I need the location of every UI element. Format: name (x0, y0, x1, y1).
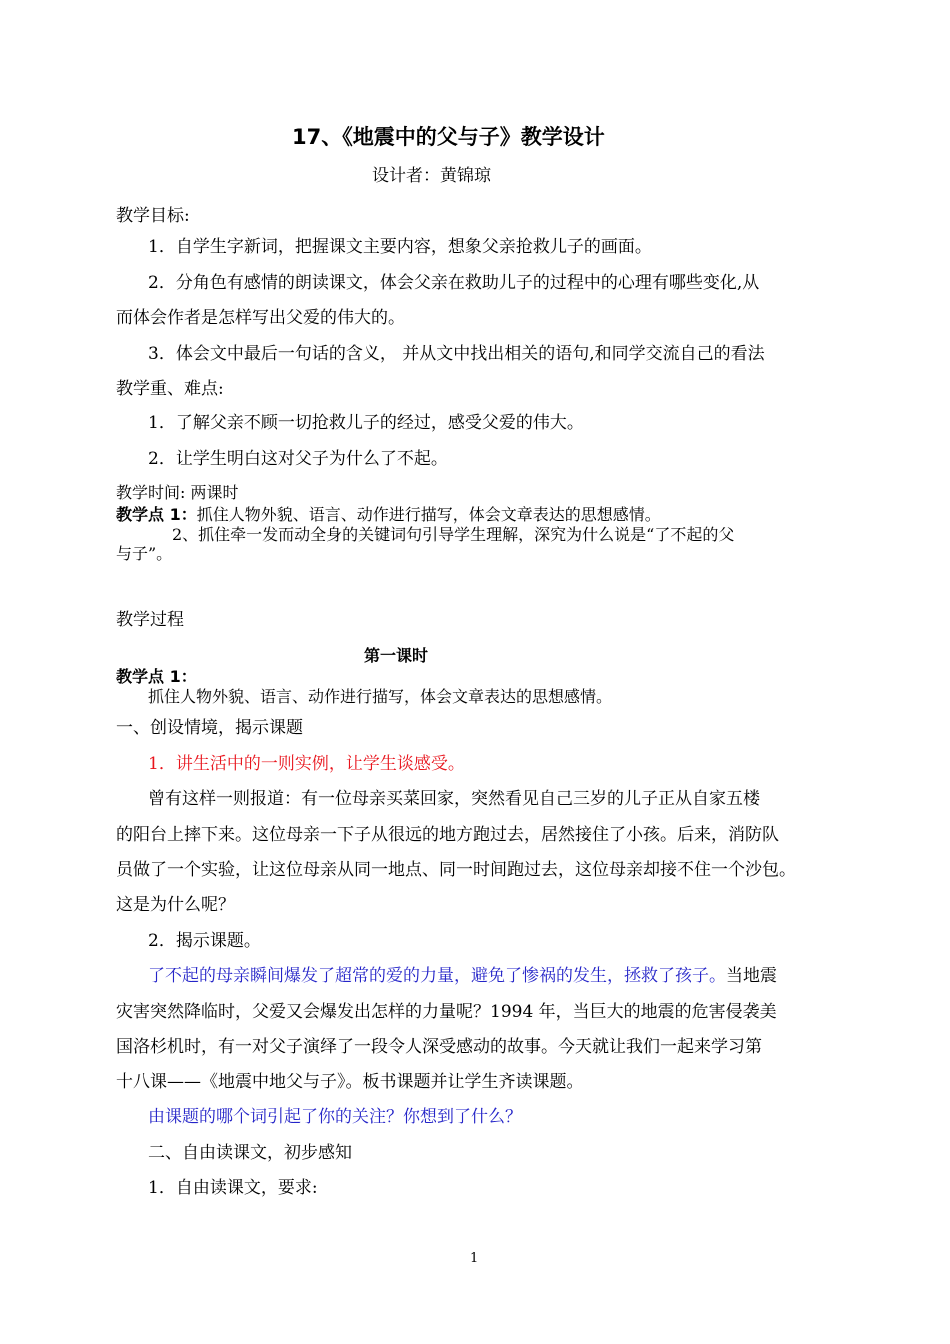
read-instruction: 1．自由读课文，要求: (148, 1178, 318, 1198)
key-heading: 教学重、难点: (116, 379, 224, 399)
step-item: 1．讲生活中的一则实例，让学生谈感受。 (148, 754, 465, 774)
teaching-point-2: 2、抓住牵一发而动全身的关键词句引导学生理解，深究为什么说是“了不起的父 (172, 525, 735, 544)
section-heading: 二、自由读课文，初步感知 (148, 1143, 352, 1163)
key-item: 2．让学生明白这对父子为什么了不起。 (148, 449, 448, 469)
reveal-paragraph (148, 965, 777, 987)
teaching-point-text: 抓住人物外貌、语言、动作进行描写，体会文章表达的思想感情。 (196, 505, 661, 524)
goals-heading: 教学目标: (116, 206, 190, 226)
goal-item: 1．自学生字新词，把握课文主要内容，想象父亲抢救儿子的画面。 (148, 237, 652, 257)
designer-line: 设计者：黄锦琼 (372, 166, 491, 186)
lesson-point-text: 抓住人物外貌、语言、动作进行描写，体会文章表达的思想感情。 (148, 687, 613, 706)
section-heading: 一、创设情境，揭示课题 (116, 718, 303, 738)
goal-item: 3．体会文中最后一句话的含义， 并从文中找出相关的语句,和同学交流自己的看法 (148, 344, 765, 364)
reveal-text: 当地震 (726, 966, 777, 986)
goal-item-continued: 而体会作者是怎样写出父爱的伟大的。 (116, 308, 405, 328)
teaching-point-label: 教学点 1： (116, 505, 197, 524)
reveal-paragraph: 灾害突然降临时，父爱又会爆发出怎样的力量呢？1994 年，当巨大的地震的危害侵袭美 (116, 1002, 777, 1022)
reveal-paragraph: 国洛杉机时，有一对父子演绎了一段令人深受感动的故事。今天就让我们一起来学习第 (116, 1037, 762, 1057)
page-title: 17、《地震中的父与子》教学设计 (292, 125, 605, 149)
story-paragraph: 的阳台上摔下来。这位母亲一下子从很远的地方跑过去，居然接住了小孩。后来，消防队 (116, 825, 779, 845)
teaching-time: 教学时间: 两课时 (116, 483, 239, 502)
key-item: 1．了解父亲不顾一切抢救儿子的经过，感受父爱的伟大。 (148, 413, 584, 433)
question-line: 由课题的哪个词引起了你的关注？你想到了什么？ (148, 1107, 522, 1127)
story-paragraph: 这是为什么呢？ (116, 895, 235, 915)
lesson-heading: 第一课时 (364, 646, 429, 665)
reveal-highlight: 了不起的母亲瞬间爆发了超常的爱的力量，避免了惨祸的发生，拯救了孩子。 (148, 966, 726, 986)
goal-item: 2．分角色有感情的朗读课文，体会父亲在救助儿子的过程中的心理有哪些变化,从 (148, 273, 760, 293)
page-number: 1 (470, 1251, 479, 1266)
lesson-point-label: 教学点 1： (116, 667, 197, 686)
teaching-point-2-continued: 与子”。 (116, 544, 173, 563)
teaching-point-1 (116, 506, 661, 524)
step-item: 2．揭示课题。 (148, 931, 261, 951)
story-paragraph: 员做了一个实验，让这位母亲从同一地点、同一时间跑过去，这位母亲却接不住一个沙包。 (116, 860, 796, 880)
reveal-paragraph: 十八课——《地震中地父与子》。板书课题并让学生齐读课题。 (116, 1072, 584, 1092)
story-paragraph: 曾有这样一则报道：有一位母亲买菜回家，突然看见自己三岁的儿子正从自家五楼 (148, 789, 760, 809)
process-heading: 教学过程 (116, 610, 184, 630)
